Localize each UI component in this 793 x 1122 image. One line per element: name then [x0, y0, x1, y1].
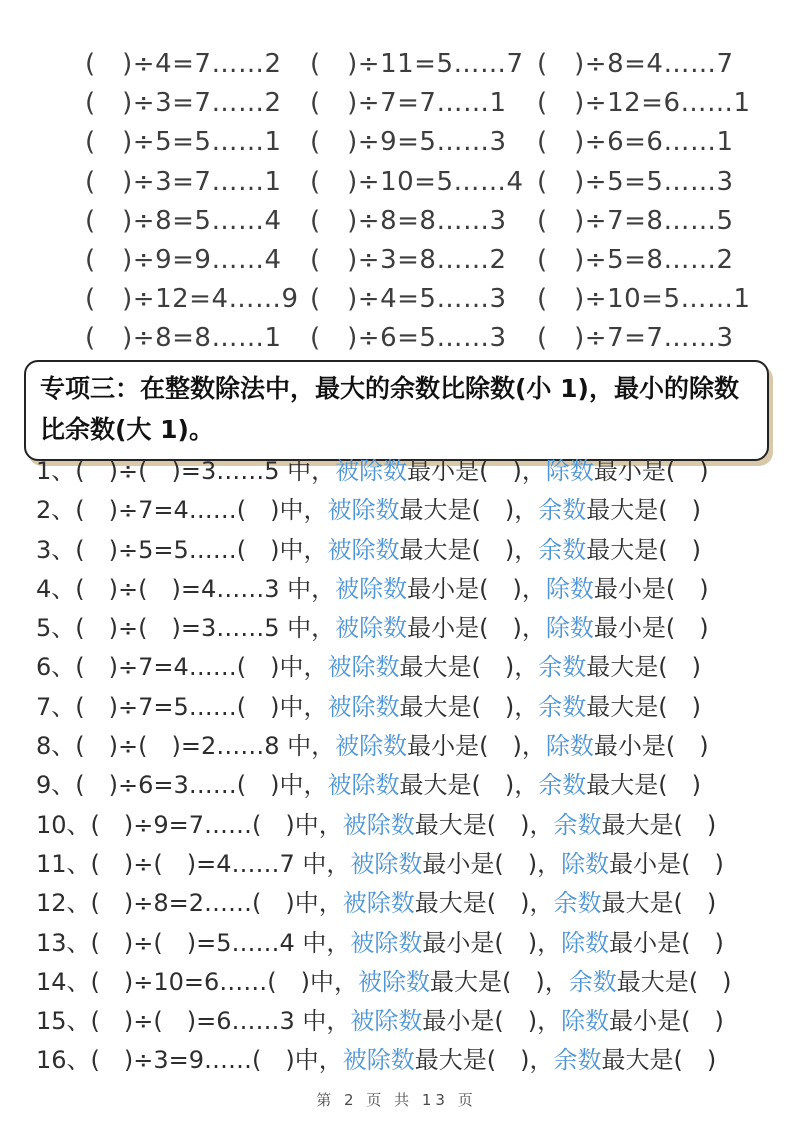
divisor-or-remainder-term: 除数 [561, 849, 610, 878]
equation-blank: ( )÷11=5……7 [310, 49, 524, 80]
problem-equation: ( )÷( )=4……7 中， [90, 849, 351, 878]
problem-clause-2: 最小是( ) [593, 574, 709, 603]
problem-row [36, 884, 781, 923]
equation-blank: ( )÷8=8……1 [85, 323, 282, 354]
dividend-term: 被除数 [350, 928, 423, 957]
equation-blank: ( )÷3=8……2 [310, 245, 507, 276]
dividend-term: 被除数 [327, 692, 400, 721]
divisor-or-remainder-term: 除数 [545, 574, 594, 603]
dividend-term: 被除数 [327, 496, 400, 525]
equation-blank: ( )÷5=8……2 [537, 245, 734, 276]
equation-blank: ( )÷9=9……4 [85, 245, 282, 276]
equation-blank: ( )÷8=8……3 [310, 205, 507, 236]
equation-row [85, 120, 773, 159]
problem-clause-2: 最大是( ) [601, 889, 717, 918]
problem-clause-1: 最大是( )， [399, 692, 539, 721]
problem-equation: ( )÷7=4……( )中， [75, 653, 328, 682]
dividend-term: 被除数 [327, 535, 400, 564]
problem-row [36, 806, 781, 845]
problem-row [36, 924, 781, 963]
equation-blank: ( )÷7=8……5 [537, 205, 734, 236]
problem-clause-2: 最大是( ) [586, 771, 701, 800]
equation-blank: ( )÷3=7……2 [85, 88, 282, 119]
divisor-or-remainder-term: 除数 [545, 614, 594, 643]
problem-clause-1: 最小是( )， [422, 1007, 562, 1036]
problem-clause-1: 最大是( )， [399, 535, 539, 564]
problem-clause-1: 最大是( )， [414, 1046, 554, 1075]
problem-clause-2: 最大是( ) [601, 1046, 717, 1075]
problem-number: 8、 [36, 732, 76, 761]
problem-number: 1、 [36, 457, 76, 485]
problem-equation: ( )÷( )=6……3 中， [90, 1007, 351, 1036]
problem-row [36, 727, 781, 766]
problem-equation: ( )÷( )=4……3 中， [75, 574, 336, 603]
problem-equation: ( )÷10=6……( )中， [90, 967, 359, 996]
problem-row [36, 648, 781, 687]
equation-row [85, 316, 773, 355]
equation-blank: ( )÷12=4……9 [85, 284, 299, 315]
problem-number: 11、 [36, 849, 91, 878]
divisor-or-remainder-term: 余数 [538, 771, 587, 800]
dividend-term: 被除数 [342, 810, 415, 839]
divisor-or-remainder-term: 余数 [538, 496, 587, 525]
dividend-term: 被除数 [335, 574, 408, 603]
equation-blank: ( )÷7=7……3 [537, 323, 734, 354]
problem-equation: ( )÷6=3……( )中， [75, 771, 328, 800]
equation-row [85, 238, 773, 277]
problem-clause-1: 最小是( )， [407, 457, 546, 485]
problem-clause-1: 最小是( )， [407, 732, 546, 761]
problem-clause-1: 最大是( )， [414, 810, 554, 839]
equation-blank: ( )÷7=7……1 [310, 88, 507, 119]
problem-equation: ( )÷( )=2……8 中， [75, 732, 336, 761]
divisor-or-remainder-term: 余数 [538, 692, 587, 721]
problem-row [36, 531, 781, 570]
problem-equation: ( )÷7=4……( )中， [75, 496, 328, 525]
dividend-term: 被除数 [342, 1046, 415, 1075]
dividend-term: 被除数 [358, 967, 431, 996]
dividend-term: 被除数 [350, 849, 423, 878]
dividend-term: 被除数 [350, 1007, 423, 1036]
problem-clause-1: 最大是( )， [399, 771, 539, 800]
problem-row [36, 609, 781, 648]
problem-number: 2、 [36, 496, 76, 525]
problem-clause-2: 最大是( ) [616, 967, 732, 996]
equation-row [85, 42, 773, 81]
divisor-or-remainder-term: 余数 [538, 653, 587, 682]
divisor-or-remainder-term: 余数 [568, 967, 617, 996]
equation-blank: ( )÷4=7……2 [85, 49, 282, 80]
problem-row [36, 1002, 781, 1041]
problem-clause-2: 最小是( ) [593, 732, 709, 761]
divisor-or-remainder-term: 除数 [561, 1007, 610, 1036]
problem-number: 16、 [36, 1046, 91, 1075]
problem-equation: ( )÷3=9……( )中， [90, 1046, 343, 1075]
problem-clause-2: 最大是( ) [586, 535, 701, 564]
equation-blank: ( )÷8=4……7 [537, 49, 734, 80]
divisor-or-remainder-term: 余数 [538, 535, 587, 564]
problem-row [36, 845, 781, 884]
equation-row [85, 199, 773, 238]
problem-clause-1: 最小是( )， [407, 614, 546, 643]
problem-clause-1: 最小是( )， [407, 574, 546, 603]
problem-row [36, 1041, 781, 1080]
problem-row [36, 570, 781, 609]
equation-blank: ( )÷12=6……1 [537, 88, 751, 119]
problem-clause-2: 最大是( ) [586, 692, 701, 721]
equation-blank: ( )÷4=5……3 [310, 284, 507, 315]
problem-clause-2: 最大是( ) [586, 496, 701, 525]
problem-number: 10、 [36, 810, 91, 839]
problem-clause-2: 最大是( ) [601, 810, 717, 839]
equation-row [85, 81, 773, 120]
problem-clause-2: 最小是( ) [609, 928, 724, 957]
divisor-or-remainder-term: 除数 [561, 928, 610, 957]
equation-blank: ( )÷10=5……1 [537, 284, 751, 315]
section-title: 专项三：在整数除法中，最大的余数比除数(小 1)，最小的除数比余数(大 1)。 [40, 374, 739, 444]
problem-clause-1: 最大是( )， [430, 967, 569, 996]
problem-number: 4、 [36, 574, 76, 603]
equation-blank: ( )÷3=7……1 [85, 166, 282, 197]
dividend-term: 被除数 [342, 889, 415, 918]
problem-number: 14、 [36, 967, 91, 996]
equation-blank: ( )÷5=5……3 [537, 166, 734, 197]
problems-list [36, 452, 781, 1081]
dividend-term: 被除数 [335, 614, 408, 643]
equation-row [85, 160, 773, 199]
problem-number: 13、 [36, 928, 91, 957]
problem-row [36, 766, 781, 805]
problem-clause-2: 最小是( ) [609, 1007, 724, 1036]
divisor-or-remainder-term: 除数 [545, 732, 594, 761]
problem-equation: ( )÷9=7……( )中， [90, 810, 343, 839]
equation-blank: ( )÷8=5……4 [85, 205, 282, 236]
problem-clause-1: 最大是( )， [414, 889, 554, 918]
equation-blank: ( )÷6=5……3 [310, 323, 507, 354]
problem-clause-2: 最小是( ) [593, 614, 709, 643]
problem-row [36, 688, 781, 727]
problem-clause-2: 最小是( ) [593, 457, 709, 485]
problem-number: 3、 [36, 535, 76, 564]
equation-blank: ( )÷6=6……1 [537, 127, 734, 158]
problem-row [36, 963, 781, 1002]
problem-clause-1: 最大是( )， [399, 653, 539, 682]
problem-number: 7、 [36, 692, 76, 721]
problem-row [36, 491, 781, 530]
section-header-box [24, 360, 769, 461]
dividend-term: 被除数 [327, 771, 400, 800]
equation-blank: ( )÷10=5……4 [310, 166, 524, 197]
problem-equation: ( )÷8=2……( )中， [90, 889, 343, 918]
problem-row [36, 452, 781, 491]
equation-row [85, 277, 773, 316]
page-number-footer: 第 2 页 共 13 页 [316, 1091, 477, 1109]
equation-blank: ( )÷5=5……1 [85, 127, 282, 158]
problem-equation: ( )÷( )=5……4 中， [90, 928, 351, 957]
problem-number: 6、 [36, 653, 76, 682]
problem-equation: ( )÷( )=3……5 中， [75, 457, 336, 485]
dividend-term: 被除数 [335, 457, 408, 485]
problem-clause-2: 最小是( ) [609, 849, 724, 878]
problem-clause-1: 最小是( )， [422, 928, 562, 957]
problem-number: 12、 [36, 889, 91, 918]
divisor-or-remainder-term: 余数 [553, 810, 602, 839]
problem-clause-1: 最大是( )， [399, 496, 539, 525]
problem-clause-1: 最小是( )， [422, 849, 562, 878]
problem-number: 15、 [36, 1007, 91, 1036]
problem-number: 5、 [36, 614, 76, 643]
problem-clause-2: 最大是( ) [586, 653, 701, 682]
division-equations-grid [85, 42, 773, 356]
problem-number: 9、 [36, 771, 76, 800]
equation-blank: ( )÷9=5……3 [310, 127, 507, 158]
divisor-or-remainder-term: 余数 [553, 1046, 602, 1075]
problem-equation: ( )÷5=5……( )中， [75, 535, 328, 564]
problem-equation: ( )÷( )=3……5 中， [75, 614, 336, 643]
dividend-term: 被除数 [327, 653, 400, 682]
problem-equation: ( )÷7=5……( )中， [75, 692, 328, 721]
divisor-or-remainder-term: 余数 [553, 889, 602, 918]
dividend-term: 被除数 [335, 732, 408, 761]
divisor-or-remainder-term: 除数 [545, 457, 594, 485]
